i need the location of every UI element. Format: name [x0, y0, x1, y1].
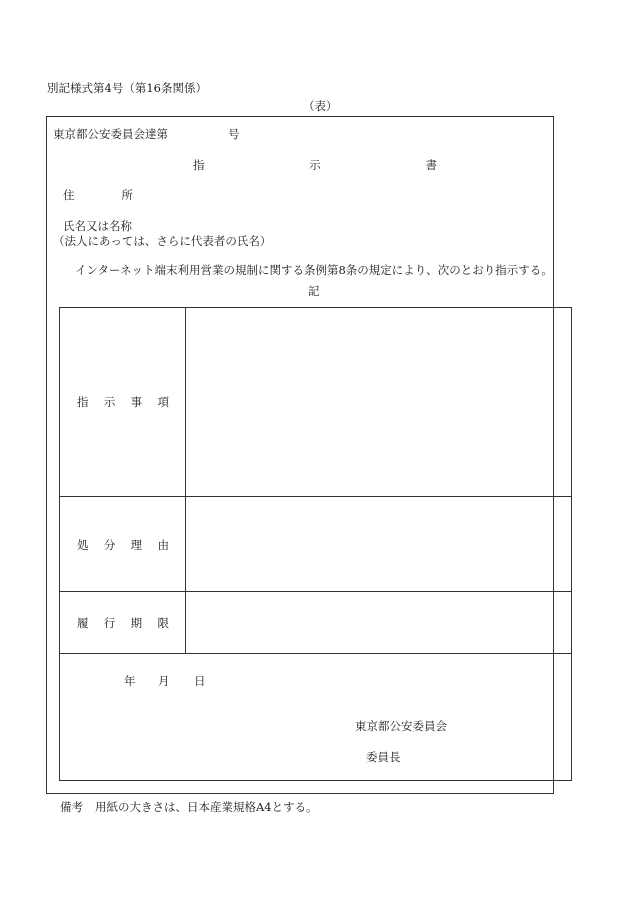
row3-char: 履 [77, 616, 89, 630]
name-note: （法人にあっては、さらに代表者の氏名） [53, 234, 272, 248]
row2-char: 処 [77, 538, 89, 552]
ki-label: 記 [308, 284, 320, 298]
row1-char: 示 [103, 395, 116, 409]
row1-char: 指 [77, 395, 89, 409]
title-char-1: 指 [193, 158, 205, 172]
row-label-instructions [59, 395, 185, 409]
row3-char: 期 [130, 616, 143, 630]
row1-char: 項 [157, 395, 169, 409]
row2-char: 分 [103, 538, 116, 552]
title-char-3: 書 [425, 158, 437, 172]
row3-char: 限 [157, 616, 169, 630]
row2-char: 由 [157, 538, 169, 552]
address-label [63, 188, 133, 202]
table-divider-vertical [185, 307, 186, 653]
issuer-number-label: 東京都公安委員会達第 [53, 127, 168, 141]
row-label-deadline [59, 616, 185, 630]
table-divider-2 [59, 591, 572, 592]
form-number-label: 別記様式第4号（第16条関係） [47, 81, 207, 95]
date-day: 日 [194, 674, 206, 688]
name-label: 氏名又は名称 [63, 219, 132, 233]
table-divider-3 [59, 653, 572, 654]
chairman-label: 委員長 [366, 750, 401, 764]
number-suffix: 号 [228, 127, 240, 141]
commission-name: 東京都公安委員会 [355, 719, 447, 733]
title-char-2: 示 [309, 158, 321, 172]
front-side-label: （表） [303, 99, 338, 113]
row3-char: 行 [103, 616, 116, 630]
instruction-text: インターネット端末利用営業の規制に関する条例第8条の規定により、次のとおり指示する。 [75, 263, 553, 277]
row-label-reason [59, 538, 185, 552]
note-text: 用紙の大きさは、日本産業規格A4とする。 [95, 800, 318, 814]
row2-char: 理 [130, 538, 143, 552]
date-month: 月 [158, 674, 170, 688]
address-char-2: 所 [121, 188, 133, 202]
row1-char: 事 [130, 395, 143, 409]
note-label: 備考 [60, 800, 83, 814]
table-divider-1 [59, 496, 572, 497]
document-title [193, 158, 437, 172]
address-char-1: 住 [63, 188, 75, 202]
date-year: 年 [124, 674, 136, 688]
